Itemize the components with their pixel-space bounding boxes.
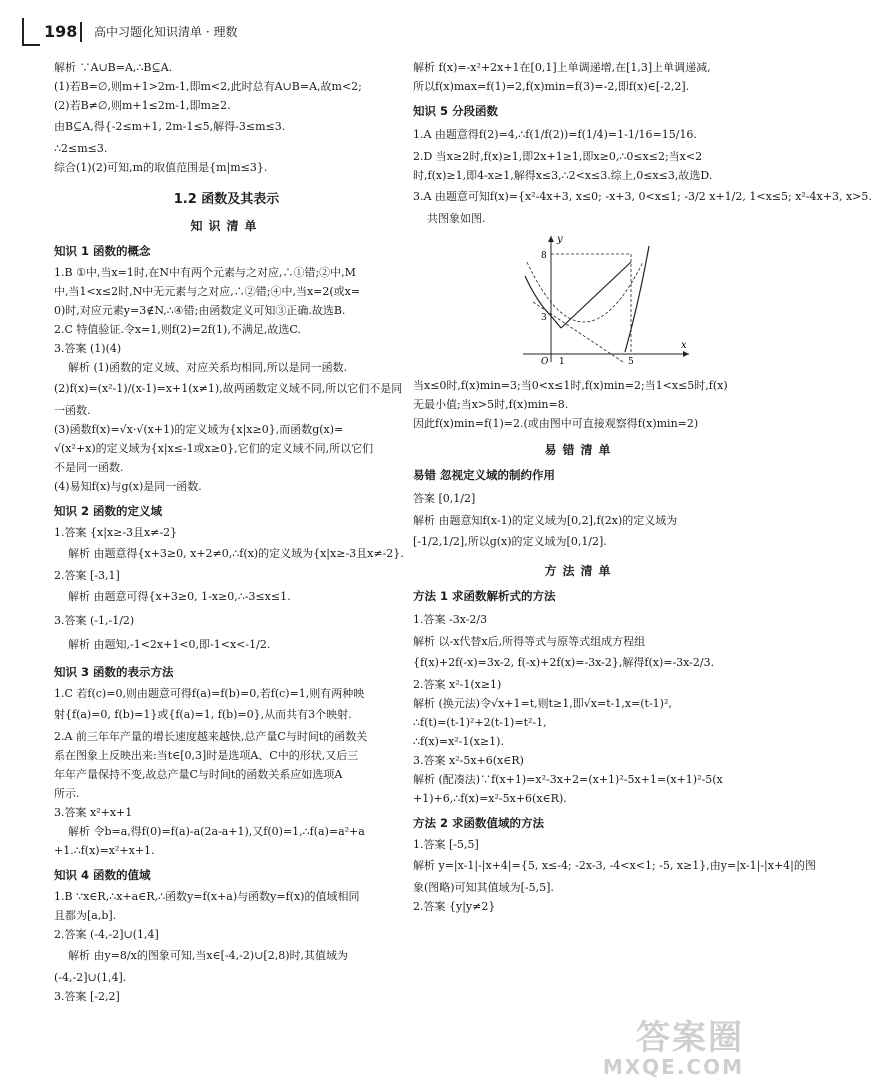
text-line: 象(图略)可知其值域为[-5,5].	[413, 881, 554, 894]
text-line: (2)f(x)=(x²-1)/(x-1)=x+1(x≠1),故两函数定义域不同,所以它们不是同	[54, 382, 403, 395]
tick-label-8: 8	[541, 251, 547, 261]
text-line: 解析 f(x)=-x²+2x+1在[0,1]上单调递增,在[1,3]上单调递减,	[413, 61, 711, 74]
text-line: 解析 (换元法)令√x+1=t,则t≥1,即√x=t-1,x=(t-1)²,	[413, 697, 672, 710]
text-line: 无最小值;当x>5时,f(x)min=8.	[413, 398, 569, 411]
knowledge-2-heading: 知识 2 函数的定义域	[54, 504, 163, 518]
text-line: 2.答案 (-4,-2]∪(1,4]	[54, 928, 159, 941]
text-line: ∴f(x)=x²-1(x≥1).	[413, 735, 504, 748]
text-line: 年年产量保持不变,故总产量C与时间t的函数关系应如选项A	[54, 768, 343, 781]
text-line: 3.答案 x²+x+1	[54, 806, 133, 819]
text-line: 3.A 由题意可知f(x)={x²-4x+3, x≤0; -x+3, 0<x≤1; -3/2 x+1/2, 1<x≤5; x²-4x+3, x>5.	[413, 190, 872, 203]
piecewise-function-graph	[513, 232, 693, 366]
y-axis-label: y	[557, 234, 563, 245]
header-bracket	[22, 18, 40, 46]
text-line: 1.答案 {x|x≥-3且x≠-2}	[54, 526, 178, 539]
text-line: 0)时,对应元素y=3∉N,∴④错;由函数定义可知③正确.故选B.	[54, 304, 346, 317]
text-line: 3.答案 (-1,-1/2)	[54, 614, 135, 627]
methods-list-subtitle: 方法清单	[544, 564, 617, 578]
text-line: 且都为[a,b].	[54, 909, 117, 922]
text-line: 2.答案 x²-1(x≥1)	[413, 678, 502, 691]
text-line: 1.A 由题意得f(2)=4,∴f(1/f(2))=f(1/4)=1-1/16=15/16.	[413, 128, 697, 141]
text-line: [-1/2,1/2],所以g(x)的定义域为[0,1/2].	[413, 535, 607, 548]
text-line: 解析 令b=a,得f(0)=f(a)-a(2a-a+1),又f(0)=1,∴f(a)=a²+a	[68, 825, 365, 838]
text-line: 由B⊆A,得{-2≤m+1, 2m-1≤5,解得-3≤m≤3.	[54, 120, 286, 133]
x-axis-label: x	[681, 340, 687, 351]
text-line: +1.∴f(x)=x²+x+1.	[54, 844, 155, 857]
text-line: 答案 [0,1/2]	[413, 492, 476, 505]
text-line: 1.C 若f(c)=0,则由题意可得f(a)=f(b)=0,若f(c)=1,则有两种映	[54, 687, 365, 700]
text-line: 2.C 特值验证.令x=1,则f(2)=2f(1),不满足,故选C.	[54, 323, 301, 336]
text-line: 解析 由题意得{x+3≥0, x+2≠0,∴f(x)的定义域为{x|x≥-3且x≠-2}.	[68, 547, 404, 560]
knowledge-list-subtitle: 知识清单	[190, 219, 263, 233]
text-line: 2.答案 {y|y≠2}	[413, 900, 496, 913]
text-line: 解析 (1)函数的定义域、对应关系均相同,所以是同一函数.	[68, 361, 348, 374]
text-line: 一函数.	[54, 404, 91, 417]
text-line: 解析 ∵A∪B=A,∴B⊆A.	[54, 61, 173, 74]
knowledge-1-heading: 知识 1 函数的概念	[54, 244, 151, 258]
text-line: 解析 由y=8/x的图象可知,当x∈[-4,-2)∪[2,8)时,其值域为	[68, 949, 348, 962]
text-line: 2.D 当x≥2时,f(x)≥1,即2x+1≥1,即x≥0,∴0≤x≤2;当x<2	[413, 150, 703, 163]
page-header	[0, 0, 750, 48]
header-separator	[80, 22, 82, 42]
text-line: 3.答案 [-2,2]	[54, 990, 120, 1003]
error-heading: 易错 忽视定义域的制约作用	[413, 468, 556, 482]
text-line: ∴2≤m≤3.	[54, 142, 108, 155]
section-title: 1.2 函数及其表示	[173, 192, 280, 207]
text-line: 3.答案 x²-5x+6(x∈R)	[413, 754, 524, 767]
curve-branch-left	[525, 276, 551, 316]
text-line: 2.A 前三年年产量的增长速度越来越快,总产量C与时间t的函数关	[54, 730, 368, 743]
text-line: 解析 以-x代替x后,所得等式与原等式组成方程组	[413, 635, 646, 648]
watermark	[603, 1020, 744, 1078]
x-axis-arrow	[683, 351, 689, 357]
text-line: 综合(1)(2)可知,m的取值范围是{m|m≤3}.	[54, 161, 268, 174]
text-line: 当x≤0时,f(x)min=3;当0<x≤1时,f(x)min=2;当1<x≤5时,f(x)	[413, 379, 728, 392]
intro-block	[54, 58, 399, 177]
text-line: 解析 由题意知f(x-1)的定义域为[0,2],f(2x)的定义域为	[413, 514, 678, 527]
text-line: (1)若B=∅,则m+1>2m-1,即m<2,此时总有A∪B=A,故m<2;	[54, 80, 362, 93]
text-line: (3)函数f(x)=√x·√(x+1)的定义域为{x|x≥0},而函数g(x)=	[54, 423, 344, 436]
text-line: 系在图象上反映出来:当t∈[0,3]时是选项A、C中的形状,又后三	[54, 749, 359, 762]
text-line: 所示.	[54, 787, 80, 800]
method-2-heading: 方法 2 求函数值域的方法	[413, 816, 545, 830]
tick-label-3: 3	[541, 313, 547, 323]
curve-segment-linear	[561, 262, 631, 328]
text-line: 1.答案 -3x-2/3	[413, 613, 488, 626]
page-number: 198	[44, 22, 78, 41]
errors-list-subtitle: 易错清单	[544, 443, 617, 457]
text-line: +1)+6,∴f(x)=x²-5x+6(x∈R).	[413, 792, 567, 805]
text-line: 2.答案 [-3,1]	[54, 569, 120, 582]
text-line: 时,f(x)≥1,即4-x≥1,解得x≤3,∴2<x≤3.综上,0≤x≤3,故选D.	[413, 169, 713, 182]
text-line: 1.B ∵x∈R,∴x+a∈R,∴函数y=f(x+a)与函数y=f(x)的值域相同	[54, 890, 360, 903]
text-line: 中,当1<x≤2时,N中无元素与之对应,∴②错;④中,当x=2(或x=	[54, 285, 361, 298]
text-line: 解析 由题意可得{x+3≥0, 1-x≥0,∴-3≤x≤1.	[68, 590, 291, 603]
text-line: ∴f(t)=(t-1)²+2(t-1)=t²-1,	[413, 716, 547, 729]
text-line: (2)若B≠∅,则m+1≤2m-1,即m≥2.	[54, 99, 231, 112]
text-line: {f(x)+2f(-x)=3x-2, f(-x)+2f(x)=-3x-2},解得f(x)=-3x-2/3.	[413, 656, 715, 669]
curve-branch-right	[625, 246, 649, 352]
tick-label-1: 1	[559, 357, 565, 367]
text-line: 解析 由题知,-1<2x+1<0,即-1<x<-1/2.	[68, 638, 271, 651]
text-line: 1.B ①中,当x=1时,在N中有两个元素与之对应,∴①错;②中,M	[54, 266, 356, 279]
text-line: 所以f(x)max=f(1)=2,f(x)min=f(3)=-2,即f(x)∈[-2,2].	[413, 80, 690, 93]
text-line: 因此f(x)min=f(1)=2.(或由图中可直接观察得f(x)min=2)	[413, 417, 699, 430]
text-line: (-4,-2]∪(1,4].	[54, 971, 127, 984]
right-column	[413, 58, 872, 916]
tick-label-5: 5	[628, 357, 634, 367]
watermark-logo-text: 答案圈	[636, 1018, 744, 1058]
watermark-url: MXQE.COM	[602, 1055, 744, 1079]
text-line: √(x²+x)的定义域为{x|x≤-1或x≥0},它们的定义域不同,所以它们	[54, 442, 374, 455]
text-line: 共图象如图.	[427, 212, 486, 225]
y-axis-arrow	[548, 236, 554, 242]
knowledge-4-heading: 知识 4 函数的值域	[54, 868, 151, 882]
knowledge-3-heading: 知识 3 函数的表示方法	[54, 665, 174, 679]
text-line: 解析 y=|x-1|-|x+4|={5, x≤-4; -2x-3, -4<x<1; -5, x≥1},由y=|x-1|-|x+4|的图	[413, 859, 816, 872]
left-column	[54, 58, 404, 1006]
text-line: (4)易知f(x)与g(x)是同一函数.	[54, 480, 202, 493]
method-1-heading: 方法 1 求函数解析式的方法	[413, 589, 556, 603]
text-line: 不是同一函数.	[54, 461, 124, 474]
text-line: 解析 (配凑法)∵f(x+1)=x²-3x+2=(x+1)²-5x+1=(x+1)²-5(x	[413, 773, 723, 786]
text-line: 射{f(a)=0, f(b)=1}或{f(a)=1, f(b)=0},从而共有3个映射.	[54, 708, 352, 721]
origin-label: O	[541, 357, 549, 367]
book-title: 高中习题化知识清单 · 理数	[94, 25, 238, 39]
knowledge-5-heading: 知识 5 分段函数	[413, 104, 499, 118]
text-line: 1.答案 [-5,5]	[413, 838, 479, 851]
text-line: 3.答案 (1)(4)	[54, 342, 122, 355]
